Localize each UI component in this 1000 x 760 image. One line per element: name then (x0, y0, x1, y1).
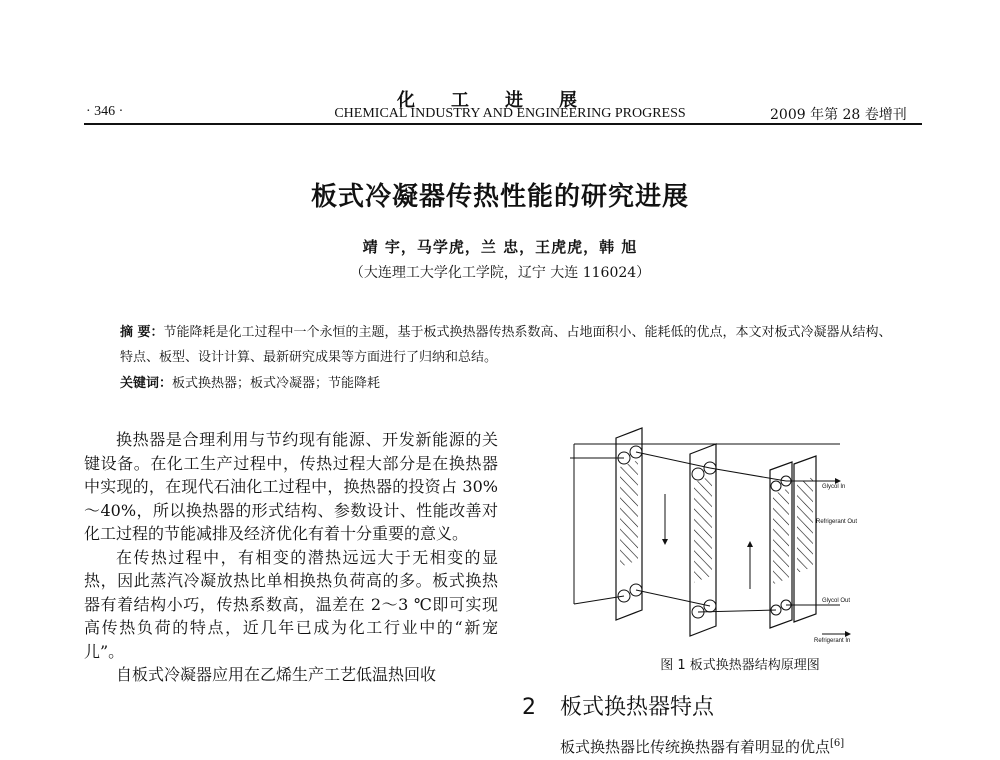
section-title: 板式换热器特点 (560, 695, 715, 720)
plate-2 (690, 444, 716, 636)
citation: [6] (830, 738, 845, 749)
header-rule (84, 123, 922, 125)
article-title: 板式冷凝器传热性能的研究进展 (310, 182, 689, 212)
keywords-text: 板式换热器；板式冷凝器；节能降耗 (172, 376, 381, 391)
label-glycol-in: Glycol In (822, 484, 846, 490)
page-number: · 346 · (86, 104, 124, 119)
body-left-column (84, 428, 498, 687)
keywords (120, 372, 900, 391)
section-heading (522, 690, 714, 721)
body-paragraph-2: 在传热过程中，有相变的潜热远远大于无相变的显热，因此蒸汽冷凝放热比单相换热负荷高的多。板式换热器有着结构小巧，传热系数高，温差在 2～3 ℃即可实现高传热负荷的特点，近几年已成为化工行业中的“新宠儿”。 (84, 547, 498, 661)
body-paragraph-3: 自板式冷凝器应用在乙烯生产工艺低温热回收 (116, 665, 437, 684)
section-text: 板式换热器比传统换热器有着明显的优点 (560, 738, 831, 756)
journal-name-en: CHEMICAL INDUSTRY AND ENGINEERING PROGRESS (334, 106, 686, 121)
authors: 靖 宇，马学虎，兰 忠，王虎虎，韩 旭 (362, 238, 638, 256)
affiliation: （大连理工大学化工学院，辽宁 大连 116024） (349, 265, 651, 281)
plate-exchanger-diagram (560, 424, 890, 654)
issue-info: 2009 年第 28 卷增刊 (770, 107, 907, 123)
plate-1 (616, 428, 642, 620)
section-paragraph (560, 736, 930, 757)
abstract-text: 节能降耗是化工过程中一个永恒的主题，基于板式换热器传热系数高、占地面积小、能耗低的优点，本文对板式冷凝器从结构、特点、板型、设计计算、最新研究成果等方面进行了归纳和总结。 (120, 325, 892, 365)
label-glycol-out: Glycol Out (822, 598, 851, 604)
abstract-label: 摘 要： (120, 325, 164, 340)
body-paragraph-1: 换热器是合理利用与节约现有能源、开发新能源的关键设备。在化工生产过程中，传热过程大部分是在换热器中实现的，在现代石油化工过程中，换热器的投资占 30%～40%，所以换热器的形式结构、参数设计、性能改善对化工过程的节能减排及经济优化有着十分重要的意义。 (84, 430, 498, 543)
abstract (120, 320, 900, 370)
section-number: 2 (522, 695, 536, 720)
journal-name-cn: 化工进展 (397, 90, 613, 111)
figure-caption: 图 1 板式换热器结构原理图 (660, 658, 820, 673)
label-refrigerant-in: Refrigerant In (814, 638, 851, 644)
plate-3 (770, 462, 792, 628)
label-refrigerant-out: Refrigerant Out (816, 519, 858, 525)
keywords-label: 关键词： (120, 376, 173, 391)
